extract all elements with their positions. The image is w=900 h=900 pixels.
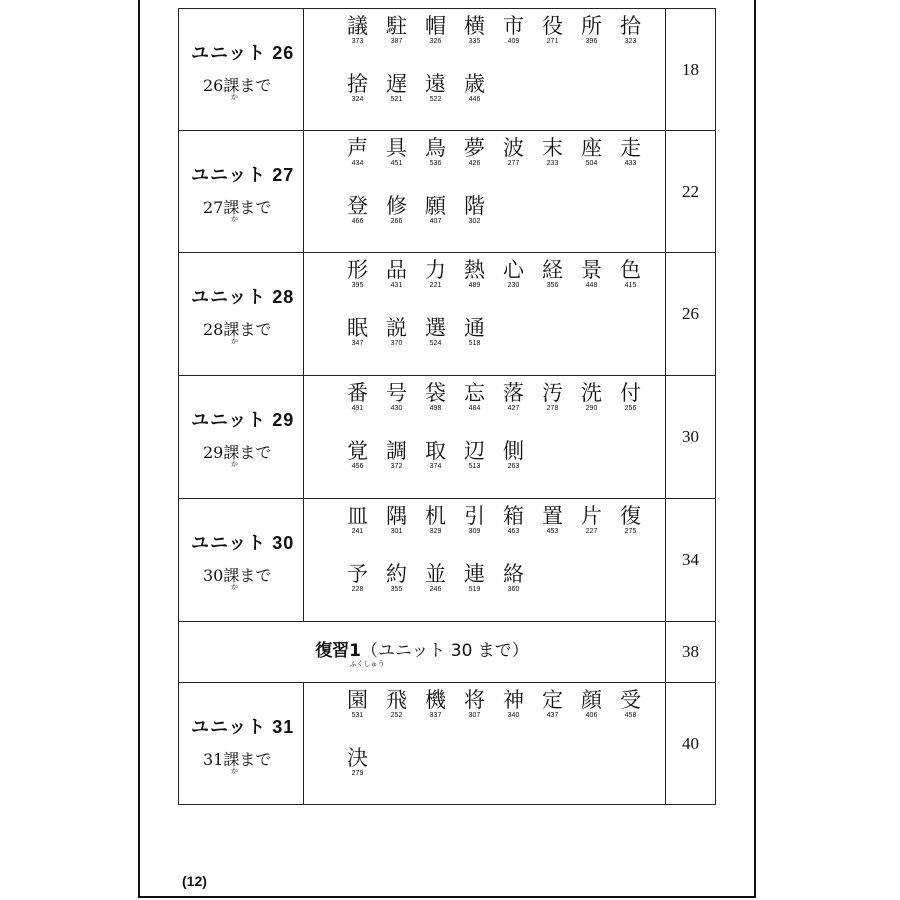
kanji-character: 約 [386,562,407,586]
kanji-number: 360 [507,586,520,593]
kanji-character: 遅 [386,71,407,96]
kanji-number: 372 [390,463,403,470]
kanji-item [377,135,416,168]
kanji-character: 決 [347,745,368,770]
unit-row [179,253,716,376]
kanji-item [338,503,377,536]
kanji-number: 309 [468,528,481,535]
kanji-number: 275 [624,528,637,535]
kanji-item [377,193,416,226]
unit-furigana: か [231,337,238,345]
kanji-item [455,438,494,471]
kanji-item [494,438,533,471]
page-cell: 18 [666,9,716,131]
kanji-character: 園 [347,687,368,712]
kanji-row [338,135,665,193]
review-title: 復習1 [315,641,362,661]
kanji-character: 将 [464,687,485,712]
kanji-character: 眠 [347,316,368,340]
kanji-number: 279 [351,769,364,777]
kanji-number: 451 [390,159,403,167]
kanji-item [533,503,572,536]
kanji-character: 受 [620,687,641,712]
kanji-row [338,503,665,561]
kanji-character: 定 [542,687,563,712]
kanji-character: 形 [347,258,368,282]
kanji-item [611,503,650,536]
unit-name: ユニット 30 [191,533,295,553]
kanji-number: 387 [390,37,403,45]
kanji-cell [304,499,666,622]
kanji-number: 498 [429,405,442,412]
kanji-item [455,380,494,413]
kanji-item [377,503,416,536]
kanji-character: 階 [464,193,485,218]
kanji-item [338,561,377,594]
kanji-number: 536 [429,159,442,167]
kanji-number: 302 [468,217,481,225]
unit-range: 30課まで [203,566,272,585]
kanji-row [338,71,665,129]
kanji-character: 走 [620,135,641,160]
kanji-item [533,135,572,168]
kanji-number: 324 [351,95,364,103]
kanji-character: 役 [542,13,563,38]
kanji-number: 427 [507,405,520,412]
page-cell: 30 [666,376,716,499]
review-furigana: ふくしゅう [349,660,385,668]
kanji-character: 予 [347,562,368,586]
kanji-item [455,257,494,290]
kanji-item [455,503,494,536]
kanji-item [377,13,416,46]
kanji-item [338,380,377,413]
kanji-item [494,380,533,413]
unit-furigana: か [231,766,238,775]
kanji-character: 机 [425,504,446,528]
unit-cell [179,499,304,622]
kanji-character: 色 [620,258,641,282]
kanji-number: 521 [390,95,403,103]
kanji-number: 491 [351,405,364,412]
kanji-number: 504 [585,159,598,167]
kanji-item [455,687,494,720]
kanji-character: 登 [347,193,368,218]
kanji-item [611,13,650,46]
kanji-item [455,71,494,104]
kanji-number: 430 [390,405,403,412]
kanji-item [533,380,572,413]
kanji-character: 連 [464,562,485,586]
kanji-item [533,13,572,46]
kanji-row [338,193,665,251]
kanji-item [416,193,455,226]
kanji-item [572,503,611,536]
kanji-character: 隅 [386,504,407,528]
kanji-item [338,745,377,778]
kanji-character: 経 [542,258,563,282]
unit-furigana: か [231,92,238,101]
kanji-number: 307 [468,711,481,719]
kanji-number: 228 [351,586,364,593]
kanji-number: 340 [507,711,520,719]
kanji-item [455,315,494,348]
kanji-item [494,13,533,46]
kanji-number: 518 [468,340,481,347]
kanji-cell [304,9,666,131]
kanji-character: 落 [503,381,524,405]
kanji-character: 修 [386,193,407,218]
kanji-character: 力 [425,258,446,282]
kanji-character: 帽 [425,13,446,38]
review-cell [179,622,666,683]
kanji-character: 辺 [464,439,485,463]
kanji-character: 波 [503,135,524,160]
kanji-number: 456 [351,463,364,470]
kanji-character: 歳 [464,71,485,96]
unit-furigana: か [231,460,238,468]
unit-range: 31課まで [203,749,272,769]
kanji-number: 241 [351,528,364,535]
kanji-number: 409 [507,37,520,45]
kanji-item [611,380,650,413]
kanji-character: 号 [386,381,407,405]
kanji-number: 466 [351,217,364,225]
page-cell: 26 [666,253,716,376]
kanji-item [338,13,377,46]
kanji-character: 声 [347,135,368,160]
kanji-number: 323 [624,37,637,45]
kanji-row [338,438,665,496]
kanji-item [416,13,455,46]
kanji-number: 326 [429,37,442,45]
kanji-character: 飛 [386,687,407,712]
kanji-number: 227 [585,528,598,535]
unit-range: 28課まで [203,320,272,339]
kanji-row [338,13,665,71]
kanji-character: 番 [347,381,368,405]
kanji-number: 246 [429,586,442,593]
unit-cell [179,253,304,376]
kanji-number: 347 [351,340,364,347]
kanji-number: 355 [390,586,403,593]
unit-name: ユニット 27 [191,164,295,185]
kanji-item [377,71,416,104]
kanji-item [416,503,455,536]
page-cell: 22 [666,131,716,253]
kanji-number: 434 [351,159,364,167]
kanji-number: 370 [390,340,403,347]
kanji-character: 側 [503,439,524,463]
unit-name: ユニット 28 [191,287,295,307]
kanji-item [416,380,455,413]
kanji-number: 395 [351,282,364,289]
kanji-item [377,257,416,290]
kanji-character: 駐 [386,13,407,38]
unit-row [179,131,716,253]
kanji-item [572,257,611,290]
kanji-item [572,687,611,720]
kanji-cell [304,376,666,499]
kanji-character: 機 [425,687,446,712]
kanji-character: 選 [425,316,446,340]
kanji-character: 置 [542,504,563,528]
kanji-item [611,257,650,290]
unit-cell [179,9,304,131]
kanji-number: 256 [624,405,637,412]
kanji-number: 453 [546,528,559,535]
unit-name: ユニット 26 [191,42,295,63]
kanji-number: 415 [624,282,637,289]
unit-furigana: か [231,583,238,591]
kanji-number: 233 [546,159,559,167]
kanji-item [494,561,533,594]
kanji-character: 引 [464,504,485,528]
kanji-character: 並 [425,562,446,586]
kanji-character: 熱 [464,258,485,282]
kanji-number: 396 [585,37,598,45]
unit-name: ユニット 29 [191,410,295,430]
kanji-number: 446 [468,95,481,103]
kanji-character: 鳥 [425,135,446,160]
kanji-number: 335 [468,37,481,45]
kanji-character: 遠 [425,71,446,96]
kanji-item [455,561,494,594]
kanji-character: 取 [425,439,446,463]
kanji-character: 具 [386,135,407,160]
unit-range: 27課まで [203,197,272,217]
unit-row [179,683,716,805]
kanji-item [377,561,416,594]
kanji-character: 絡 [503,562,524,586]
page-cell: 40 [666,683,716,805]
kanji-number: 271 [546,37,559,45]
review-detail: （ユニット 30 まで） [361,641,529,661]
kanji-number: 356 [546,282,559,289]
kanji-character: 汚 [542,381,563,405]
kanji-item [416,135,455,168]
kanji-row [338,380,665,438]
kanji-item [338,438,377,471]
kanji-character: 所 [581,13,602,38]
kanji-item [494,687,533,720]
kanji-item [533,687,572,720]
kanji-number: 337 [429,711,442,719]
kanji-item [572,13,611,46]
kanji-character: 末 [542,135,563,160]
kanji-number: 431 [390,282,403,289]
kanji-item [455,135,494,168]
kanji-character: 皿 [347,504,368,528]
kanji-character: 座 [581,135,602,160]
unit-cell [179,131,304,253]
kanji-number: 277 [507,159,520,167]
page-number: (12) [182,873,207,889]
kanji-number: 463 [507,528,520,535]
kanji-character: 願 [425,193,446,218]
unit-cell [179,683,304,805]
kanji-character: 調 [386,439,407,463]
kanji-item [416,687,455,720]
kanji-number: 230 [507,282,520,289]
kanji-number: 373 [351,37,364,45]
kanji-number: 484 [468,405,481,412]
unit-row [179,376,716,499]
kanji-item [416,315,455,348]
kanji-character: 覚 [347,439,368,463]
kanji-item [494,503,533,536]
kanji-number: 221 [429,282,442,289]
kanji-item [377,315,416,348]
kanji-number: 524 [429,340,442,347]
kanji-number: 448 [585,282,598,289]
kanji-item [455,193,494,226]
kanji-character: 忘 [464,381,485,405]
kanji-number: 437 [546,711,559,719]
kanji-character: 復 [620,504,641,528]
kanji-item [416,438,455,471]
kanji-item [338,687,377,720]
kanji-character: 捨 [347,71,368,96]
kanji-character: 品 [386,258,407,282]
kanji-item [338,71,377,104]
kanji-item [494,257,533,290]
kanji-character: 市 [503,13,524,38]
kanji-row [338,315,665,373]
kanji-character: 箱 [503,504,524,528]
kanji-number: 407 [429,217,442,225]
kanji-item [338,135,377,168]
kanji-character: 横 [464,13,485,38]
kanji-character: 拾 [620,13,641,38]
kanji-item [416,71,455,104]
kanji-character: 付 [620,381,641,405]
unit-name: ユニット 31 [191,716,295,737]
kanji-item [377,438,416,471]
kanji-number: 519 [468,586,481,593]
kanji-number: 458 [624,711,637,719]
kanji-character: 顔 [581,687,602,712]
kanji-item [338,193,377,226]
kanji-item [494,135,533,168]
kanji-character: 片 [581,504,602,528]
kanji-number: 433 [624,159,637,167]
kanji-number: 426 [468,159,481,167]
kanji-item [611,135,650,168]
kanji-item [533,257,572,290]
kanji-number: 252 [390,711,403,719]
unit-row [179,9,716,131]
page-cell: 34 [666,499,716,622]
kanji-item [377,687,416,720]
kanji-character: 心 [503,258,524,282]
kanji-character: 議 [347,13,368,38]
kanji-number: 266 [390,217,403,225]
kanji-item [572,380,611,413]
kanji-cell [304,683,666,805]
kanji-cell [304,131,666,253]
unit-range: 26課まで [203,75,272,95]
kanji-row [338,561,665,619]
kanji-cell [304,253,666,376]
kanji-character: 通 [464,316,485,340]
unit-cell [179,376,304,499]
unit-row [179,499,716,622]
kanji-number: 489 [468,282,481,289]
kanji-row [338,745,665,803]
kanji-character: 景 [581,258,602,282]
kanji-number: 406 [585,711,598,719]
kanji-item [611,687,650,720]
review-page-cell: 38 [666,622,716,683]
kanji-item [455,13,494,46]
kanji-number: 278 [546,405,559,412]
kanji-item [338,257,377,290]
kanji-number: 329 [429,528,442,535]
kanji-character: 神 [503,687,524,712]
kanji-number: 513 [468,463,481,470]
kanji-number: 301 [390,528,403,535]
kanji-number: 374 [429,463,442,470]
kanji-row [338,257,665,315]
kanji-item [572,135,611,168]
kanji-number: 522 [429,95,442,103]
contents-table [178,8,716,805]
kanji-item [377,380,416,413]
kanji-item [338,315,377,348]
unit-furigana: か [231,214,238,223]
kanji-character: 袋 [425,381,446,405]
kanji-row [338,687,665,745]
unit-range: 29課まで [203,443,272,462]
kanji-item [416,561,455,594]
kanji-item [416,257,455,290]
kanji-number: 290 [585,405,598,412]
kanji-character: 説 [386,316,407,340]
kanji-number: 531 [351,711,364,719]
review-row [179,622,716,683]
kanji-character: 洗 [581,381,602,405]
kanji-number: 263 [507,463,520,470]
kanji-character: 夢 [464,135,485,160]
